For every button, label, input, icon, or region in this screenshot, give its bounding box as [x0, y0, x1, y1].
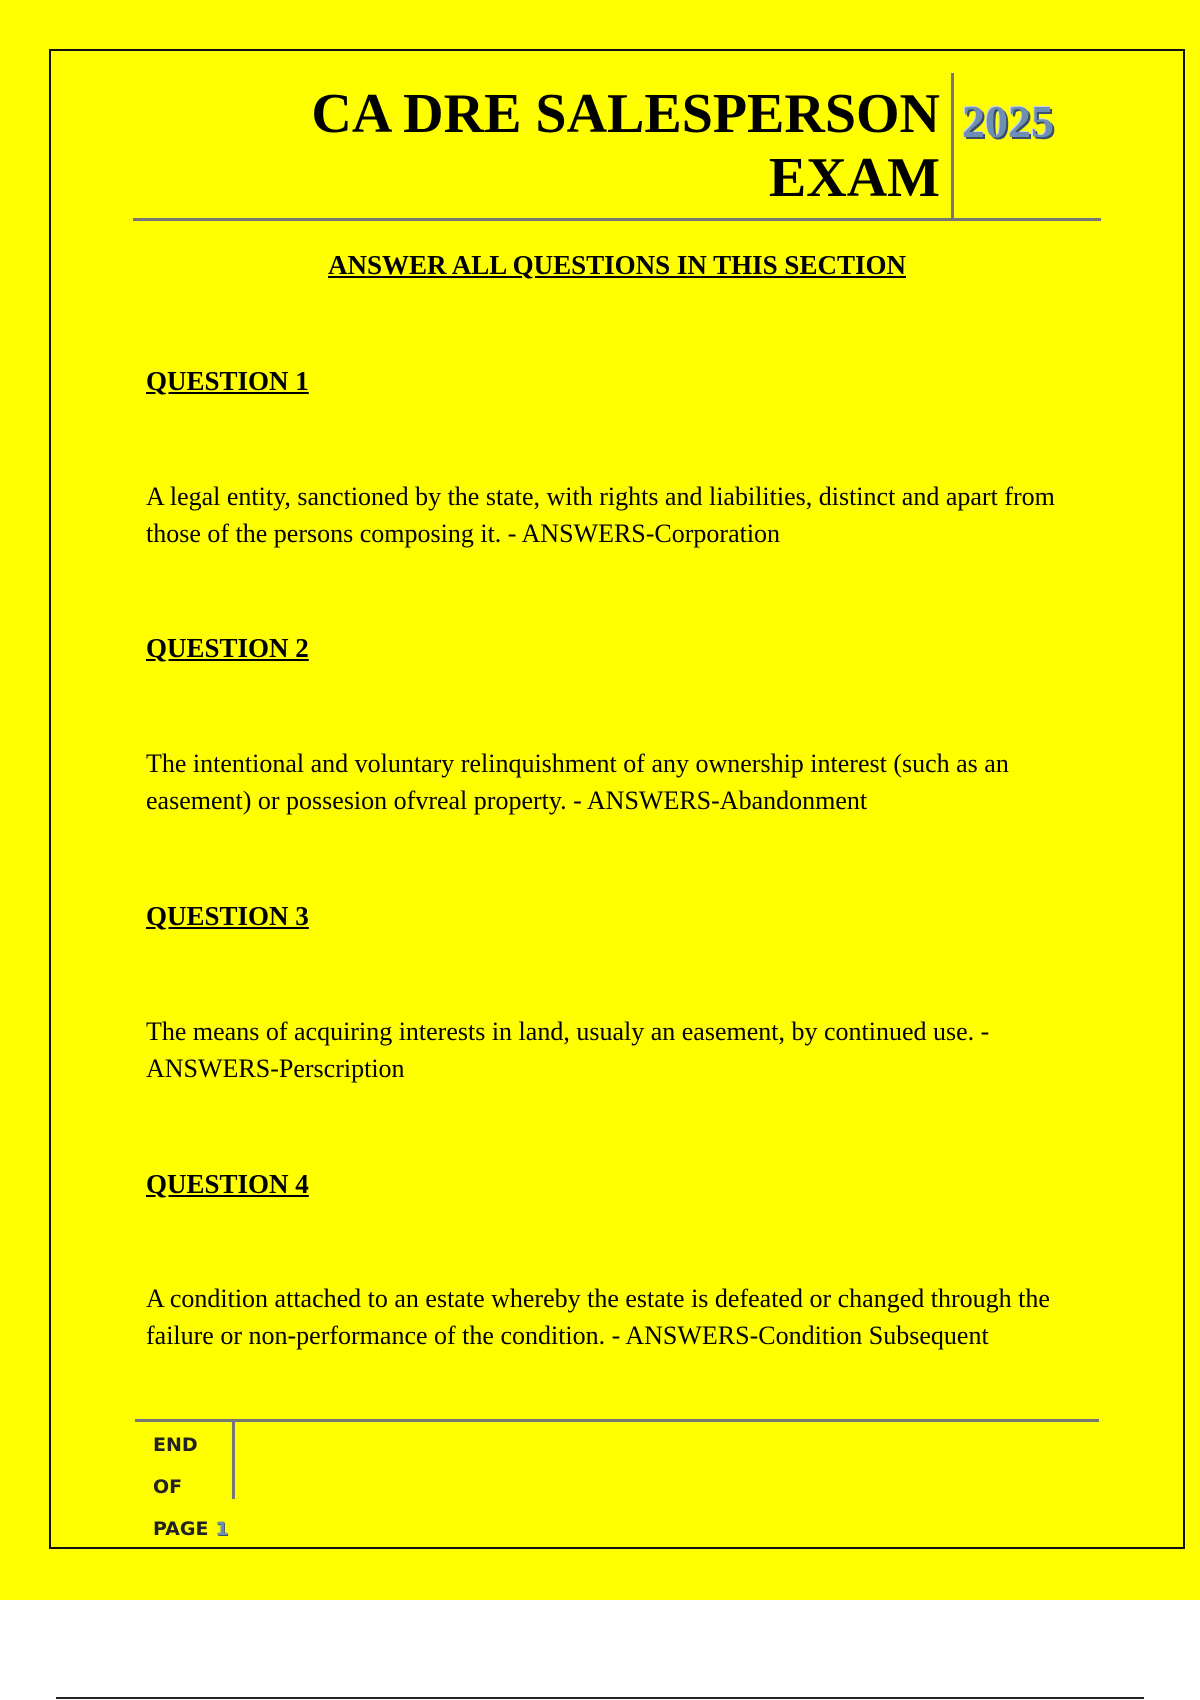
- page-number: 1: [215, 1518, 229, 1540]
- question-4-text: A condition attached to an estate whereby the estate is defeated or changed through the failure or non-performance of the condition. - ANSWERS-Condition Subsequent: [146, 1284, 1050, 1350]
- footer-line-1: END OF: [153, 1434, 198, 1498]
- question-1-label: QUESTION 1: [146, 366, 309, 396]
- footer-page-word: PAGE: [153, 1518, 209, 1540]
- footer-label: [153, 1424, 231, 1550]
- title-line-1: CA DRE SALESPERSON: [311, 83, 940, 145]
- question-2-text: The intentional and voluntary relinquishment of any ownership interest (such as an easement) or possesion ofvreal property. - ANSWERS-Abandonment: [146, 749, 1009, 815]
- question-3-text: The means of acquiring interests in land, usualy an easement, by continued use. - ANSWERS-Perscription: [146, 1017, 990, 1083]
- question-2-label: QUESTION 2: [146, 633, 309, 663]
- question-4-label: QUESTION 4: [146, 1169, 309, 1199]
- page-title: [160, 82, 940, 210]
- question-3-label: QUESTION 3: [146, 901, 309, 931]
- bottom-rule: [56, 1697, 1144, 1699]
- header-rule: [133, 218, 1101, 221]
- year-label: 2025: [962, 96, 1054, 147]
- footer-divider: [232, 1421, 235, 1499]
- title-line-2: EXAM: [768, 147, 940, 209]
- footer-line-2: [153, 1508, 231, 1550]
- section-heading: ANSWER ALL QUESTIONS IN THIS SECTION: [328, 250, 906, 280]
- footer-rule: [135, 1419, 1099, 1422]
- question-1-text: A legal entity, sanctioned by the state, with rights and liabilities, distinct and apart from those of the persons composing it. - ANSWERS-Corporation: [146, 482, 1055, 548]
- title-divider: [951, 73, 954, 220]
